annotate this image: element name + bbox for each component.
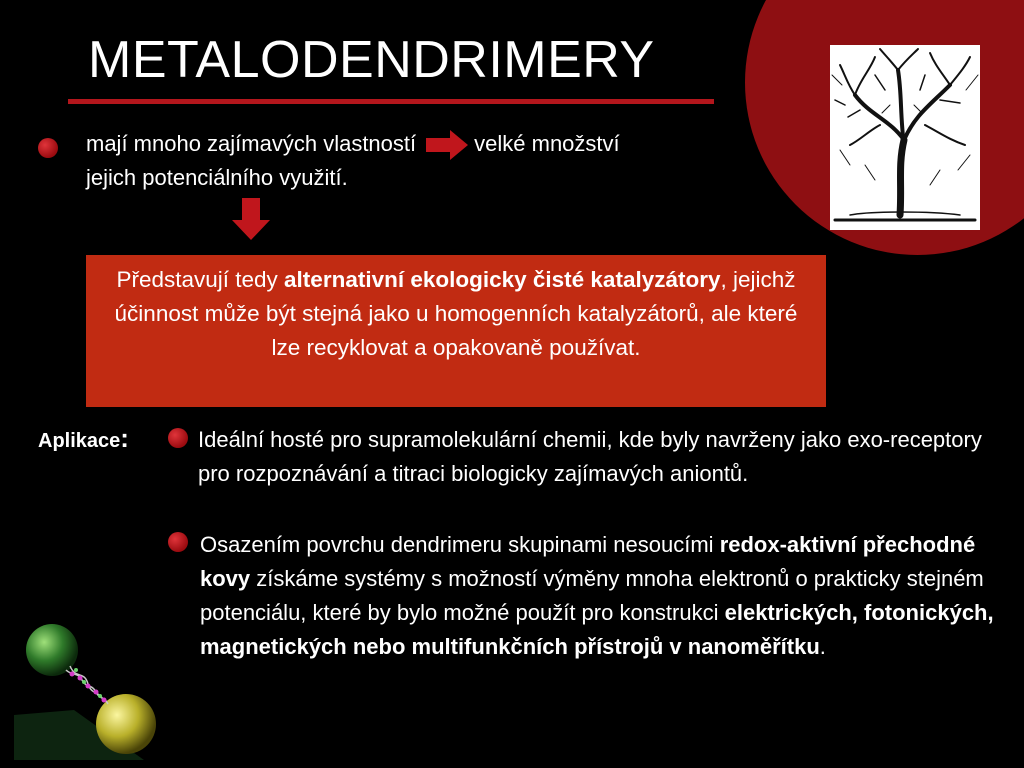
application-item-1: Ideální hosté pro supramolekulární chemii, kde byly navrženy jako exo-receptory pro rozpoznávání a titraci biologicky zajímavých aniontů.: [198, 427, 982, 486]
applications-label: [38, 423, 129, 454]
bullet-icon: [168, 532, 188, 552]
highlight-box: [86, 255, 826, 407]
arrow-down-icon: [232, 198, 270, 240]
bullet-icon: [38, 138, 58, 158]
intro-text-part1: mají mnoho zajímavých vlastností: [86, 131, 417, 156]
highlight-text-pre: Představují tedy: [116, 267, 285, 292]
arrow-right-icon: [426, 130, 468, 160]
app2-text-3: .: [819, 634, 826, 659]
tree-illustration: [830, 45, 980, 230]
intro-paragraph: [86, 127, 786, 195]
highlight-text-post: , jejichž účinnost může být stejná jako u homogenních katalyzátorů, ale které lze recyklovat a opakovaně používat.: [114, 267, 798, 360]
app2-bold-2: elektrických, fotonických, magnetických nebo multifunkčních přístrojů v nanoměřítku: [200, 600, 994, 659]
app2-text-2: získáme systémy s možností výměny mnoha elektronů o prakticky stejném potenciálu, které by bylo možné použít pro konstrukci: [200, 566, 984, 625]
highlight-text-bold: alternativní ekologicky čisté katalyzátory: [284, 267, 721, 292]
application-item-2: [200, 528, 1020, 664]
app2-bold-1: redox-aktivní přechodné kovy: [200, 532, 976, 591]
applications-label-colon: :: [120, 423, 129, 453]
page-title: METALODENDRIMERY: [88, 31, 655, 89]
intro-text-line2: jejich potenciálního využití.: [86, 165, 348, 190]
applications-label-text: Aplikace: [38, 430, 121, 452]
app2-text-1: Osazením povrchu dendrimeru skupinami nesoucími: [200, 532, 720, 557]
title-underline: [68, 99, 714, 104]
intro-text-part2: velké množství: [474, 131, 620, 156]
molecule-illustration: [14, 620, 174, 760]
bullet-icon: [168, 428, 188, 448]
